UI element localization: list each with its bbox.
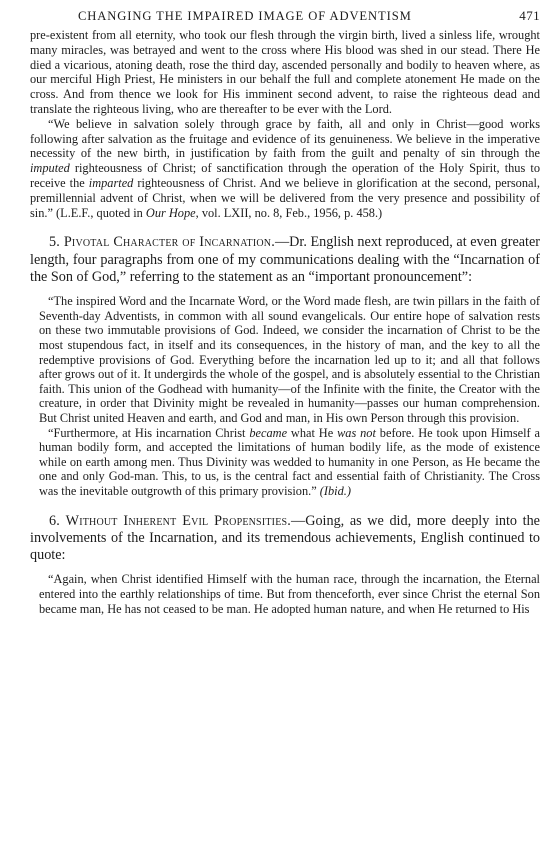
section-5-heading: 5. Pivotal Character of Incarnation.: [49, 234, 275, 251]
book-page: [30, 8, 540, 616]
citation-our-hope: Our Hope: [145, 205, 196, 220]
salvation-text-c: righteousness of Christ. And we believe in glorification at the second, personal, premillennial advent of Christ, when we will be delivered from the very presence and possibility of sin.” (L.E.F., quoted in: [30, 175, 540, 220]
running-head: [78, 8, 540, 28]
salvation-text-a: “We believe in salvation solely through grace by faith, all and only in Christ—good works following after salvation as the fruitage and evidence of its genuineness. We believe in the imperative necessity of the new birth, in justification by faith from the guilt and penalty of sin through the: [30, 116, 540, 161]
salvation-text-b: righteousness of Christ; of sanctification through the operation of the Holy Spirit, thus to receive the: [30, 161, 540, 190]
section-5-body: —Dr. English next reproduced, at even greater length, four paragraphs from one of my communications dealing with the “Incarnation of the Son of God,” referring to the statement as an “important pronouncement”:: [30, 234, 540, 285]
quote-2-emphasis-became: became: [249, 425, 288, 440]
quote-2-text-b: what He: [287, 425, 338, 440]
quote-incarnation-1: “The inspired Word and the Incarnate Word, or the Word made flesh, are twin pillars in the faith of Seventh-day Adventists, in common with all sound evangelicals. Our entire hope of salvation rests on these two immutable provisions of God. Indeed, we consider the incarnation of Christ to be the most stupendous fact, in itself and its consequences, in the history of man, and the key to all the redemptive provisions of God. Everything before the incarnation led up to it; and all that follows after grows out of it. It undergirds the whole of the gospel, and is absolutely essential to the Christian faith. This union of the Godhead with humanity—of the Infinite with the finite, the Creator with the creature, in order that Divinity might be revealed in humanity—passes our human comprehension. But Christ united Heaven and earth, and God and man, in His own Person through this provision.: [39, 294, 540, 425]
salvation-emphasis-imparted: imparted: [88, 175, 134, 190]
quote-incarnation-2: [39, 426, 540, 499]
paragraph-salvation-belief: [30, 117, 540, 221]
salvation-text-d: , vol. LXII, no. 8, Feb., 1956, p. 458.): [195, 205, 383, 220]
page-number: 471: [519, 8, 540, 23]
salvation-emphasis-imputed: imputed: [30, 161, 70, 176]
section-5-paragraph: [30, 234, 540, 286]
paragraph-creed-continued: pre-existent from all eternity, who took our flesh through the virgin birth, lived a sinless life, wrought many miracles, was betrayed and went to the cross where His blood was shed in our stead. There He died a vicarious, atoning death, rose the third day, ascended personally and bodily to heaven where, as our merciful High Priest, He ministers in our behalf the full and complete atonement He made on the cross. And from thence we look for His imminent second advent, to raise the righteous dead and translate the righteous living, who are thereafter to be ever with the Lord.: [30, 28, 540, 116]
quote-2-emphasis-was-not: was not: [337, 425, 376, 440]
section-6-paragraph: [30, 513, 540, 565]
quote-2-text-c: before. He took upon Himself a human bodily form, and accepted the limitations of human bodily life, as the mode of existence while on earth among men. Thus Divinity was wedded to humanity in one Person, as He became the one and only God-man. This, to us, is the central fact and essential faith of Christianity. The Cross was the inevitable outgrowth of this primary provision.”: [39, 425, 540, 498]
section-6-body: —Going, as we did, more deeply into the involvements of the Incarnation, and its tremendous achievements, English continued to quote:: [30, 512, 540, 564]
quote-2-citation-ibid: (Ibid.): [319, 483, 351, 498]
running-head-title: CHANGING THE IMPAIRED IMAGE OF ADVENTISM: [78, 9, 412, 23]
quote-identification: “Again, when Christ identified Himself with the human race, through the incarnation, the Eternal entered into the earthly relationships of time. But from thenceforth, ever since Christ the eternal Son became man, He has not ceased to be man. He adopted human nature, and when He returned to His: [39, 572, 540, 616]
section-6-heading: 6. Without Inherent Evil Propensities.: [49, 512, 292, 529]
quote-2-text-a: “Furthermore, at His incarnation Christ: [48, 425, 250, 440]
